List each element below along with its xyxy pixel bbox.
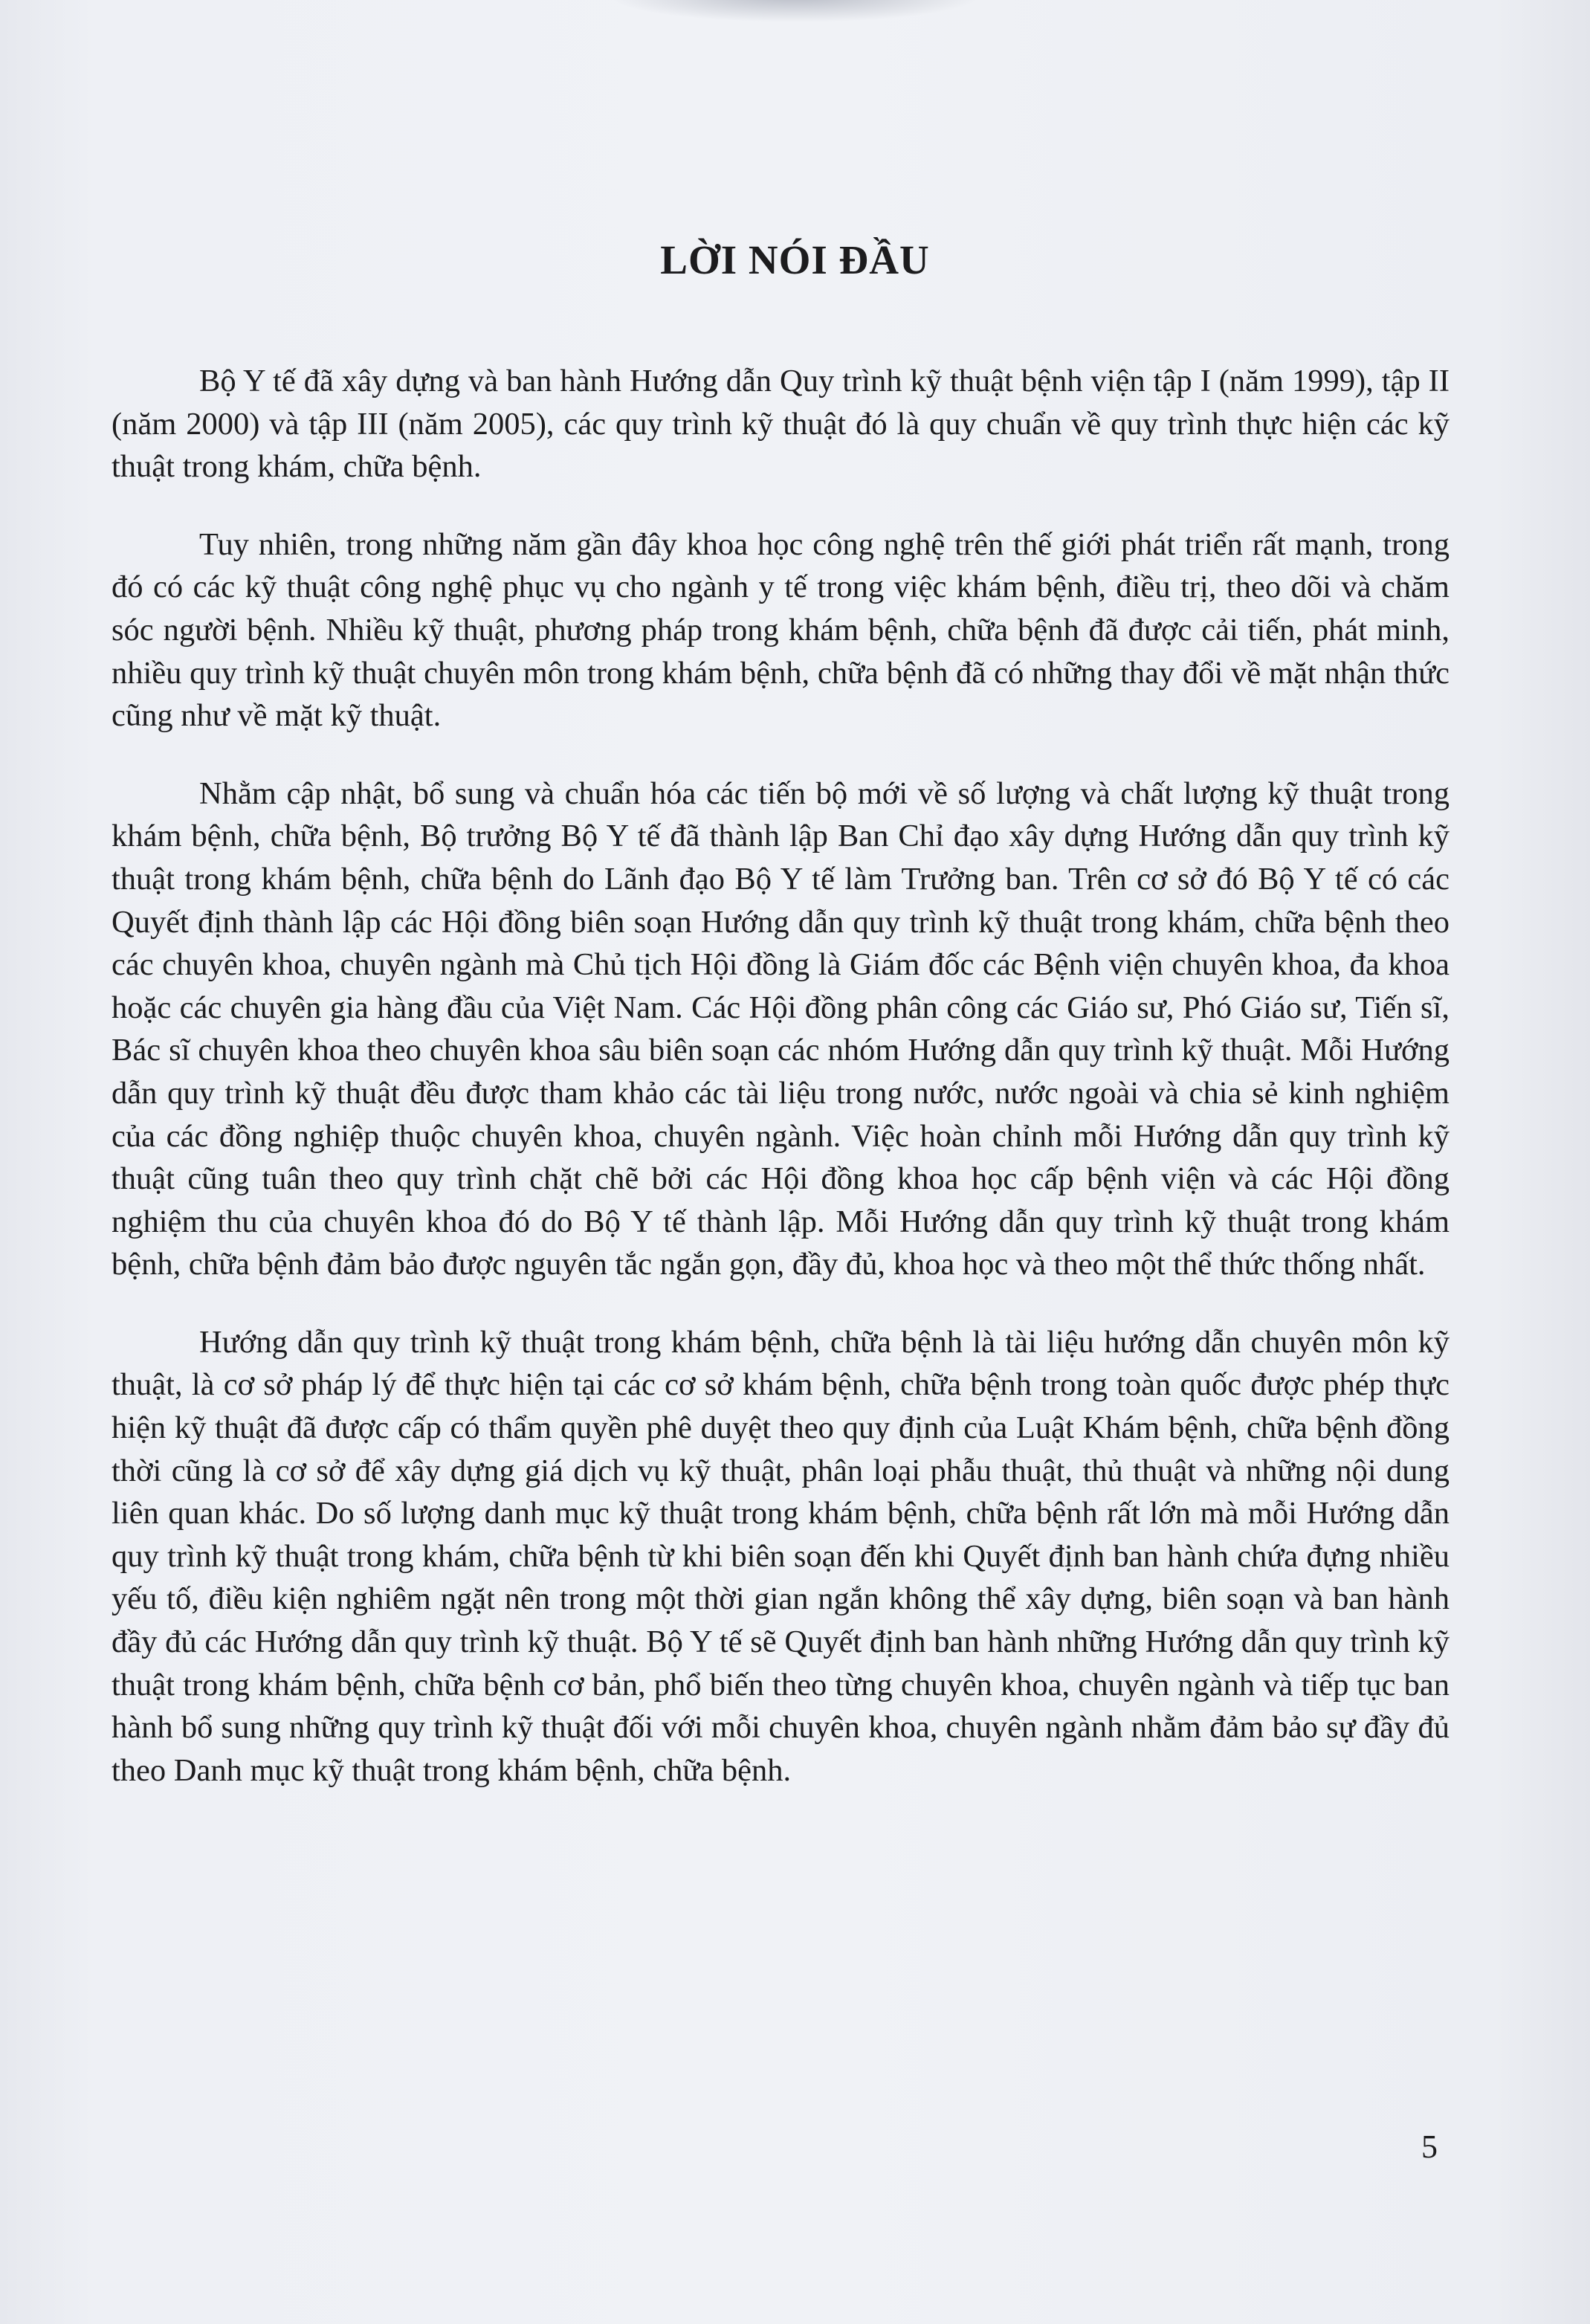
paragraph-2: Tuy nhiên, trong những năm gần đây khoa học công nghệ trên thế giới phát triển rất mạnh, trong đó có các kỹ thuật công nghệ phục vụ cho ngành y tế trong việc khám bệnh, điều trị, theo dõi và chăm sóc người bệnh. Nhiều kỹ thuật, phương pháp trong khám bệnh, chữa bệnh đã được cải tiến, phát minh, nhiều quy trình kỹ thuật chuyên môn trong khám bệnh, chữa bệnh đã có những thay đổi về mặt nhận thức cũng như về mặt kỹ thuật. bbox=[112, 526, 1450, 734]
body-text bbox=[112, 360, 1450, 1827]
paragraph-3: Nhằm cập nhật, bổ sung và chuẩn hóa các tiến bộ mới về số lượng và chất lượng kỹ thuật trong khám bệnh, chữa bệnh, Bộ trưởng Bộ Y tế đã thành lập Ban Chỉ đạo xây dựng Hướng dẫn quy trình kỹ thuật trong khám bệnh, chữa bệnh do Lãnh đạo Bộ Y tế làm Trưởng ban. Trên cơ sở đó Bộ Y tế có các Quyết định thành lập các Hội đồng biên soạn Hướng dẫn quy trình kỹ thuật trong khám, chữa bệnh theo các chuyên khoa, chuyên ngành mà Chủ tịch Hội đồng là Giám đốc các Bệnh viện chuyên khoa, đa khoa hoặc các chuyên gia hàng đầu của Việt Nam. Các Hội đồng phân công các Giáo sư, Phó Giáo sư, Tiến sĩ, Bác sĩ chuyên khoa theo chuyên khoa sâu biên soạn các nhóm Hướng dẫn quy trình kỹ thuật. Mỗi Hướng dẫn quy trình kỹ thuật đều được tham khảo các tài liệu trong nước, nước ngoài và chia sẻ kinh nghiệm của các đồng nghiệp thuộc chuyên khoa, chuyên ngành. Việc hoàn chỉnh mỗi Hướng dẫn quy trình kỹ thuật cũng tuân theo quy trình chặt chẽ bởi các Hội đồng khoa học cấp bệnh viện và các Hội đồng nghiệm thu của chuyên khoa đó do Bộ Y tế thành lập. Mỗi Hướng dẫn quy trình kỹ thuật trong khám bệnh, chữa bệnh đảm bảo được nguyên tắc ngắn gọn, đầy đủ, khoa học và theo một thể thức thống nhất. bbox=[112, 775, 1450, 1282]
paragraph-1: Bộ Y tế đã xây dựng và ban hành Hướng dẫn Quy trình kỹ thuật bệnh viện tập I (năm 1999), tập II (năm 2000) và tập III (năm 2005), các quy trình kỹ thuật đó là quy chuẩn về quy trình thực hiện các kỹ thuật trong khám, chữa bệnh. bbox=[112, 364, 1450, 485]
paragraph-4: Hướng dẫn quy trình kỹ thuật trong khám bệnh, chữa bệnh là tài liệu hướng dẫn chuyên môn kỹ thuật, là cơ sở pháp lý để thực hiện tại các cơ sở khám bệnh, chữa bệnh trong toàn quốc được phép thực hiện kỹ thuật đã được cấp có thẩm quyền phê duyệt theo quy định của Luật Khám bệnh, chữa bệnh đồng thời cũng là cơ sở để xây dựng giá dịch vụ kỹ thuật, phân loại phẫu thuật, thủ thuật và những nội dung liên quan khác. Do số lượng danh mục kỹ thuật trong khám bệnh, chữa bệnh rất lớn mà mỗi Hướng dẫn quy trình kỹ thuật trong khám, chữa bệnh từ khi biên soạn đến khi Quyết định ban hành chứa đựng nhiều yếu tố, điều kiện nghiêm ngặt nên trong một thời gian ngắn không thể xây dựng, biên soạn và ban hành đầy đủ các Hướng dẫn quy trình kỹ thuật. Bộ Y tế sẽ Quyết định ban hành những Hướng dẫn quy trình kỹ thuật trong khám bệnh, chữa bệnh cơ bản, phổ biến theo từng chuyên khoa, chuyên ngành và tiếp tục ban hành bổ sung những quy trình kỹ thuật đối với mỗi chuyên khoa, chuyên ngành nhằm đảm bảo sự đầy đủ theo Danh mục kỹ thuật trong khám bệnh, chữa bệnh. bbox=[112, 1324, 1450, 1788]
page-number: 5 bbox=[1421, 2128, 1438, 2165]
page-title: LỜI NÓI ĐẦU bbox=[660, 237, 930, 283]
